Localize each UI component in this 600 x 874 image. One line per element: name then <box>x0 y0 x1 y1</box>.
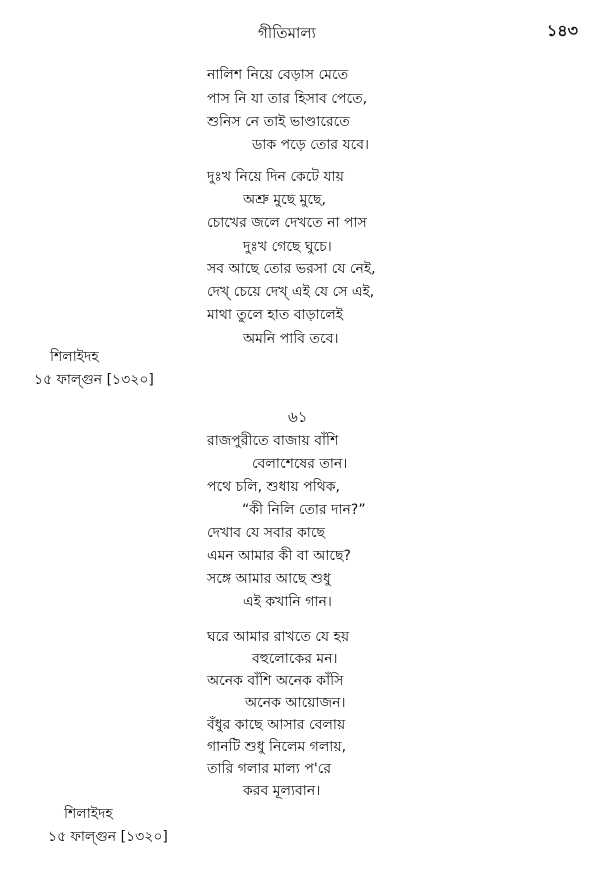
poem-line: দুঃখ নিয়ে দিন কেটে যায় <box>207 169 344 185</box>
poem-line: তারি গলার মাল্য প'রে <box>207 761 332 777</box>
place-signature: শিলাইদহ <box>50 349 99 365</box>
poem-line: অমনি পাবি তবে। <box>243 331 339 347</box>
poem-line: মাথা তুলে হাত বাড়ালেই <box>207 307 344 323</box>
poem-line: দেখাব যে সবার কাছে <box>207 525 325 541</box>
poem-line: শুনিস নে তাই ভাণ্ডারেতে <box>207 114 350 130</box>
poem-line: দুঃখ গেছে ঘুচে। <box>243 239 332 255</box>
place-signature: শিলাইদহ <box>64 806 113 822</box>
poem-line: অনেক আয়োজন। <box>245 695 346 711</box>
poem-line: রাজপুরীতে বাজায় বাঁশি <box>207 433 339 449</box>
poem-line: বঁধুর কাছে আসার বেলায় <box>207 717 346 733</box>
poem-line: বেলাশেষের তান। <box>252 456 348 472</box>
poem-number: ৬১ <box>288 408 308 426</box>
date-signature: ১৫ ফাল্গুন [১৩২০] <box>34 372 154 388</box>
poem-line: সঙ্গে আমার আছে শুধু <box>207 571 331 587</box>
poem-line: “কী নিলি তোর দান?” <box>242 502 366 518</box>
poem-line: এমন আমার কী বা আছে? <box>207 548 351 564</box>
poem-line: পথে চলি, শুধায় পথিক, <box>207 479 341 495</box>
poem-line: পাস নি যা তার হিসাব পেতে, <box>207 91 368 107</box>
date-signature: ১৫ ফাল্গুন [১৩২০] <box>48 829 168 845</box>
page-number: ১৪৩ <box>546 21 578 40</box>
poem-line: বহুলোকের মন। <box>252 651 338 667</box>
poem-line: নালিশ নিয়ে বেড়াস মেতে <box>207 67 349 83</box>
poem-line: চোখের জলে দেখতে না পাস <box>207 215 367 231</box>
poem-line: গানটি শুধু নিলেম গলায়, <box>207 739 347 755</box>
poem-line: ডাক পড়ে তোর যবে। <box>252 137 370 153</box>
running-title: গীতিমাল্য <box>258 24 316 42</box>
poem-line: এই কখানি গান। <box>243 594 332 610</box>
poem-line: দেখ্‌ চেয়ে দেখ্‌ এই যে সে এই, <box>207 284 375 300</box>
poem-line: অনেক বাঁশি অনেক কাঁসি <box>207 673 344 689</box>
poem-line: করব মূল্যবান। <box>243 783 321 799</box>
poem-line: সব আছে তোর ভরসা যে নেই, <box>207 261 376 277</box>
poem-line: ঘরে আমার রাখতে যে হয় <box>207 629 350 645</box>
poem-line: অশ্রু মুছে মুছে, <box>243 192 326 208</box>
